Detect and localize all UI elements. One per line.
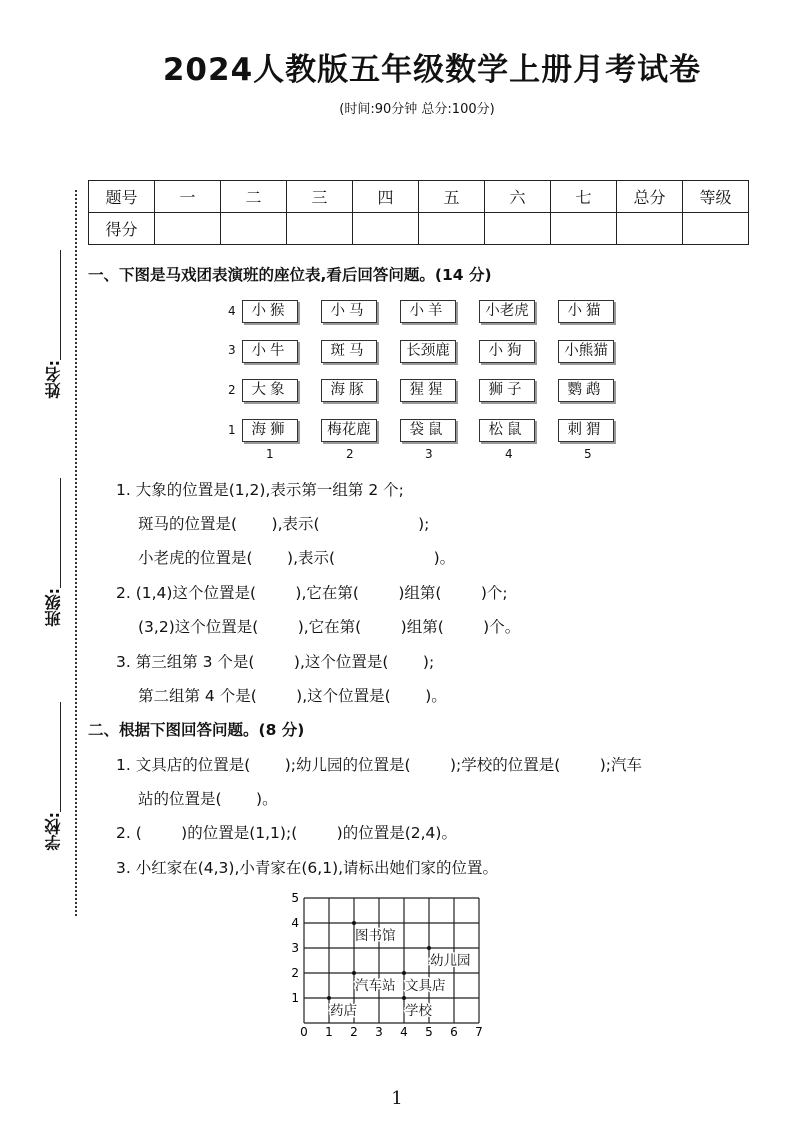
class-underline	[60, 478, 61, 588]
seat-cell: 刺猬	[558, 419, 614, 442]
row-number: 3	[228, 343, 236, 357]
score-input-cell[interactable]	[683, 213, 749, 245]
seat-cell: 小猫	[558, 300, 614, 323]
question-2-1-a[interactable]: 1. 文具店的位置是( );幼儿园的位置是( );学校的位置是( );汽车	[116, 756, 642, 774]
table-cell: 三	[287, 181, 353, 213]
y-tick-label: 5	[291, 891, 299, 905]
table-cell: 四	[353, 181, 419, 213]
question-1-1-blank-b[interactable]: 小老虎的位置是( ),表示( )。	[138, 549, 456, 567]
y-tick-label: 2	[291, 966, 299, 980]
x-tick-label: 0	[300, 1025, 308, 1039]
class-label: 班级:	[44, 588, 63, 627]
y-tick-label: 3	[291, 941, 299, 955]
score-table	[88, 180, 749, 245]
seat-cell: 海豚	[321, 379, 377, 402]
question-1-1-blank-a[interactable]: 斑马的位置是( ),表示( );	[138, 515, 430, 533]
school-label: 学校:	[44, 812, 63, 851]
score-input-cell[interactable]	[287, 213, 353, 245]
column-number: 2	[346, 447, 354, 461]
seat-cell: 鹦鹉	[558, 379, 614, 402]
seat-cell: 小猴	[242, 300, 298, 323]
seat-cell: 袋鼠	[400, 419, 456, 442]
binding-dotted-line	[75, 190, 77, 916]
question-1-1: 1. 大象的位置是(1,2),表示第一组第 2 个;	[116, 481, 404, 499]
score-input-cell[interactable]	[353, 213, 419, 245]
question-2-3: 3. 小红家在(4,3),小青家在(6,1),请标出她们家的位置。	[116, 859, 499, 877]
x-tick-label: 7	[475, 1025, 483, 1039]
seat-cell: 大象	[242, 379, 298, 402]
score-table-header-row	[89, 181, 749, 213]
coordinate-grid[interactable]	[280, 888, 500, 1044]
place-label: 幼儿园	[430, 953, 471, 969]
question-1-2-a[interactable]: 2. (1,4)这个位置是( ),它在第( )组第( )个;	[116, 584, 508, 602]
x-tick-label: 4	[400, 1025, 408, 1039]
score-input-cell[interactable]	[485, 213, 551, 245]
x-tick-label: 5	[425, 1025, 433, 1039]
seat-cell: 狮子	[479, 379, 535, 402]
x-tick-label: 3	[375, 1025, 383, 1039]
seat-cell: 小马	[321, 300, 377, 323]
seat-cell: 小老虎	[479, 300, 535, 323]
row-number: 2	[228, 383, 236, 397]
column-number: 3	[425, 447, 433, 461]
seat-cell: 海狮	[242, 419, 298, 442]
seat-cell: 斑马	[321, 340, 377, 363]
column-number: 4	[505, 447, 513, 461]
name-label: 姓名:	[44, 360, 63, 399]
seat-cell: 小羊	[400, 300, 456, 323]
place-point	[427, 946, 431, 950]
table-cell: 题号	[89, 181, 155, 213]
score-input-cell[interactable]	[551, 213, 617, 245]
x-tick-label: 1	[325, 1025, 333, 1039]
column-number: 1	[266, 447, 274, 461]
place-label: 文具店	[405, 978, 446, 994]
row-number: 1	[228, 423, 236, 437]
table-cell: 一	[155, 181, 221, 213]
question-1-3-b[interactable]: 第二组第 4 个是( ),这个位置是( )。	[138, 687, 447, 705]
score-input-cell[interactable]	[617, 213, 683, 245]
place-label: 学校	[405, 1003, 432, 1019]
seat-cell: 梅花鹿	[321, 419, 377, 442]
school-underline	[60, 702, 61, 812]
name-underline	[60, 250, 61, 360]
score-input-cell[interactable]	[155, 213, 221, 245]
place-point	[402, 971, 406, 975]
score-input-cell[interactable]	[419, 213, 485, 245]
question-1-3-a[interactable]: 3. 第三组第 3 个是( ),这个位置是( );	[116, 653, 435, 671]
question-1-2-b[interactable]: (3,2)这个位置是( ),它在第( )组第( )个。	[138, 618, 521, 636]
place-point	[352, 971, 356, 975]
table-cell: 得分	[89, 213, 155, 245]
seat-cell: 长颈鹿	[400, 340, 456, 363]
page-number: 1	[391, 1088, 403, 1109]
question-2-2[interactable]: 2. ( )的位置是(1,1);( )的位置是(2,4)。	[116, 824, 457, 842]
place-label: 汽车站	[355, 978, 396, 994]
table-cell: 五	[419, 181, 485, 213]
seat-cell: 小熊猫	[558, 340, 614, 363]
table-cell: 二	[221, 181, 287, 213]
question-2-1-b[interactable]: 站的位置是( )。	[138, 790, 278, 808]
y-tick-label: 1	[291, 991, 299, 1005]
row-number: 4	[228, 304, 236, 318]
place-point	[352, 921, 356, 925]
page-title: 2024人教版五年级数学上册月考试卷	[162, 52, 702, 88]
place-label: 药店	[330, 1003, 357, 1019]
table-cell: 等级	[683, 181, 749, 213]
x-tick-label: 6	[450, 1025, 458, 1039]
seat-cell: 猩猩	[400, 379, 456, 402]
table-cell: 七	[551, 181, 617, 213]
section2-heading: 二、根据下图回答问题。(8 分)	[88, 721, 305, 739]
table-cell: 总分	[617, 181, 683, 213]
section1-heading: 一、下图是马戏团表演班的座位表,看后回答问题。(14 分)	[88, 266, 492, 284]
table-cell: 六	[485, 181, 551, 213]
x-tick-label: 2	[350, 1025, 358, 1039]
place-point	[402, 996, 406, 1000]
seat-cell: 小牛	[242, 340, 298, 363]
y-tick-label: 4	[291, 916, 299, 930]
seat-cell: 小狗	[479, 340, 535, 363]
exam-time-total: (时间:90分钟 总分:100分)	[339, 102, 495, 117]
column-number: 5	[584, 447, 592, 461]
seat-cell: 松鼠	[479, 419, 535, 442]
place-point	[327, 996, 331, 1000]
place-label: 图书馆	[355, 928, 396, 944]
score-input-cell[interactable]	[221, 213, 287, 245]
score-table-score-row	[89, 213, 749, 245]
